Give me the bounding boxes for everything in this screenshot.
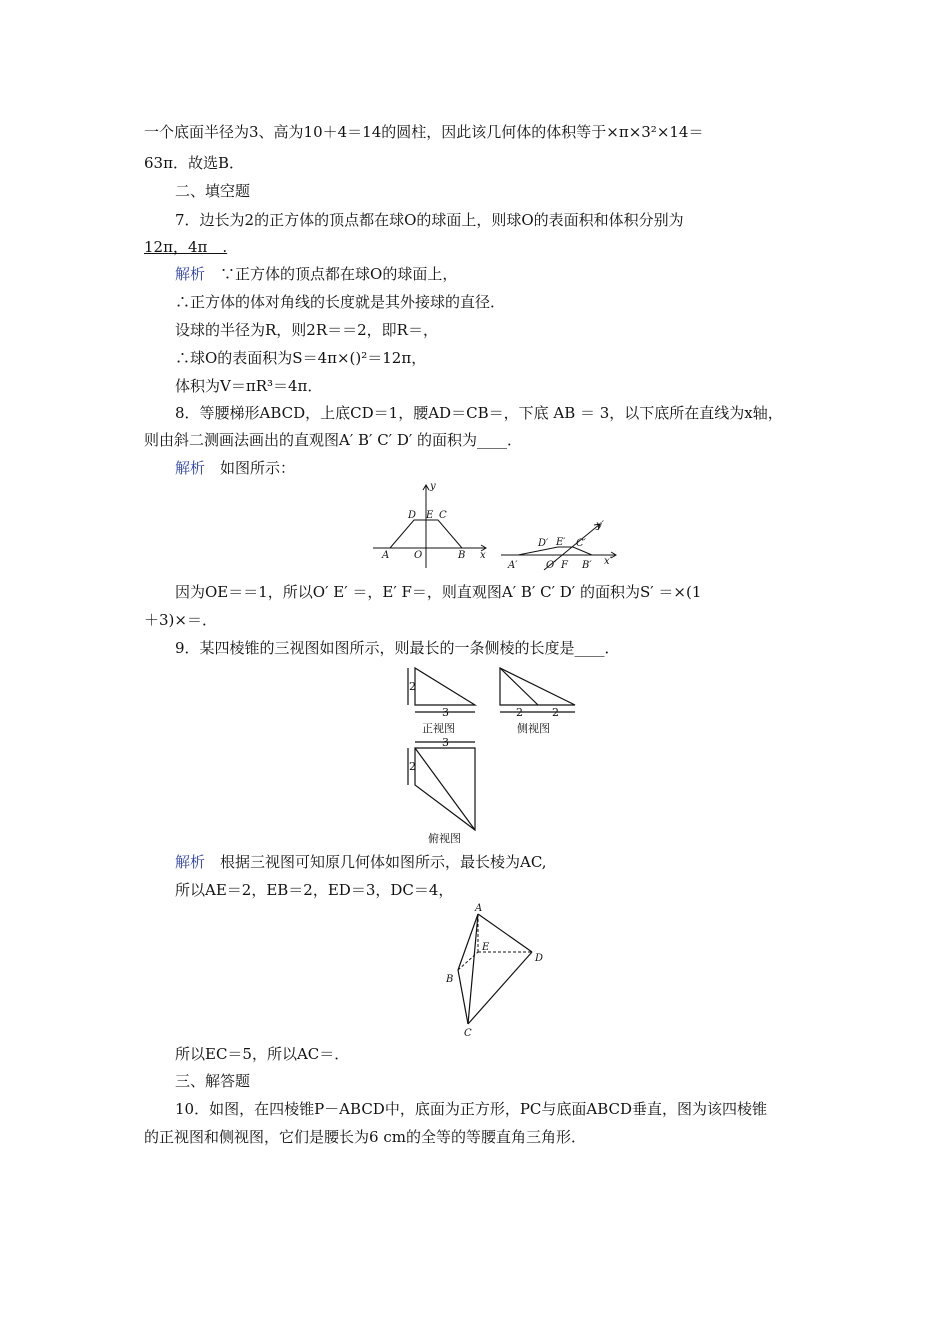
question-9: 9．某四棱锥的三视图如图所示，则最长的一条侧棱的长度是____． [175, 639, 620, 657]
label-d: D [408, 510, 417, 521]
label-y-prime: y′ [596, 520, 604, 531]
answer-7: 12π，4π . [144, 238, 228, 256]
trapezoid-figure [368, 480, 618, 575]
text-line: 设球的半径为R，则2R＝＝2，即R＝， [175, 321, 438, 339]
label-e: E [482, 942, 490, 953]
side-view-label: 侧视图 [517, 722, 550, 735]
solution-7 [175, 264, 457, 284]
label-a: A [475, 903, 483, 914]
text-line: 所以AE＝2，EB＝2，ED＝3，DC＝4， [175, 881, 454, 899]
solution-text: 根据三视图可知原几何体如图所示，最长棱为AC, [220, 853, 547, 871]
solution-9 [175, 852, 547, 872]
label-b: B [458, 550, 466, 561]
solution-text: 如图所示： [220, 459, 296, 477]
text-line: ∴球O的表面积为S＝4π×()²＝12π， [175, 349, 427, 367]
label-d-prime: D′ [538, 538, 549, 549]
text-line: ∴正方体的体对角线的长度就是其外接球的直径． [175, 293, 506, 311]
front-h-label: 2 [409, 680, 416, 693]
solution-text: ∵正方体的顶点都在球O的球面上， [220, 265, 458, 283]
question-8: 8．等腰梯形ABCD，上底CD＝1，腰AD＝CB＝，下底 AB ＝ 3，以下底所在直线为x轴， [175, 404, 783, 422]
label-b: B [446, 974, 454, 985]
front-w-label: 3 [442, 706, 449, 719]
label-a: A [382, 550, 390, 561]
text-line: 的正视图和侧视图，它们是腰长为6 cm的全等的等腰直角三角形． [144, 1128, 586, 1146]
front-view-label: 正视图 [422, 722, 455, 735]
solution-label: 解析 [175, 265, 206, 283]
question-10: 10．如图，在四棱锥P－ABCD中，底面为正方形，PC与底面ABCD垂直，图为该四棱锥 [175, 1100, 768, 1118]
side-view-outer [500, 668, 575, 705]
label-o: O [414, 550, 423, 561]
solution-8 [175, 458, 295, 478]
label-x-prime: x′ [604, 556, 612, 567]
section-heading: 三、解答题 [175, 1072, 251, 1090]
label-c-prime: C′ [576, 538, 586, 549]
label-e: E [426, 510, 434, 521]
label-c: C [439, 510, 447, 521]
text-line: 因为OE＝＝1，所以O′ E′ ＝，E′ F＝，则直观图A′ B′ C′ D′ 的面积为S′ ＝×(1 [175, 583, 702, 601]
top-h-label: 2 [409, 760, 416, 773]
solution-label: 解析 [175, 459, 206, 477]
label-d: D [535, 953, 544, 964]
label-a-prime: A′ [508, 560, 518, 571]
text-line: 63π．故选B． [144, 154, 244, 172]
top-view-label: 俯视图 [428, 832, 461, 845]
text-line: 所以EC＝5，所以AC＝． [175, 1045, 350, 1063]
top-w-label: 3 [442, 736, 449, 749]
text-line: ＋3)×＝． [144, 611, 217, 629]
label-x: x [480, 550, 486, 561]
side-w1-label: 2 [516, 706, 523, 719]
front-view-triangle [415, 668, 475, 705]
edge-ac [468, 914, 478, 1024]
top-view-diagonal [415, 748, 475, 830]
label-o-prime: O′ [546, 560, 557, 571]
label-e-prime: E′ [556, 537, 566, 548]
question-7: 7．边长为2的正方体的顶点都在球O的球面上，则球O的表面积和体积分别为 [175, 211, 684, 229]
solution-label: 解析 [175, 853, 206, 871]
edge-bc [458, 970, 468, 1024]
three-view-figure [400, 660, 590, 850]
label-f: F [561, 560, 568, 571]
text-line: 一个底面半径为3、高为10＋4＝14的圆柱，因此该几何体的体积等于×π×3²×14＝ [144, 123, 704, 141]
label-y: y [430, 481, 436, 492]
edge-cd [468, 952, 532, 1024]
text-line: 体积为V＝πR³＝4π． [175, 377, 323, 395]
pyramid-figure [430, 902, 550, 1040]
text-line: 则由斜二测画法画出的直观图A′ B′ C′ D′ 的面积为____． [144, 431, 523, 449]
side-w2-label: 2 [552, 706, 559, 719]
label-c: C [464, 1028, 472, 1039]
section-heading: 二、填空题 [175, 182, 251, 200]
label-b-prime: B′ [582, 560, 592, 571]
side-view-inner [500, 668, 538, 705]
